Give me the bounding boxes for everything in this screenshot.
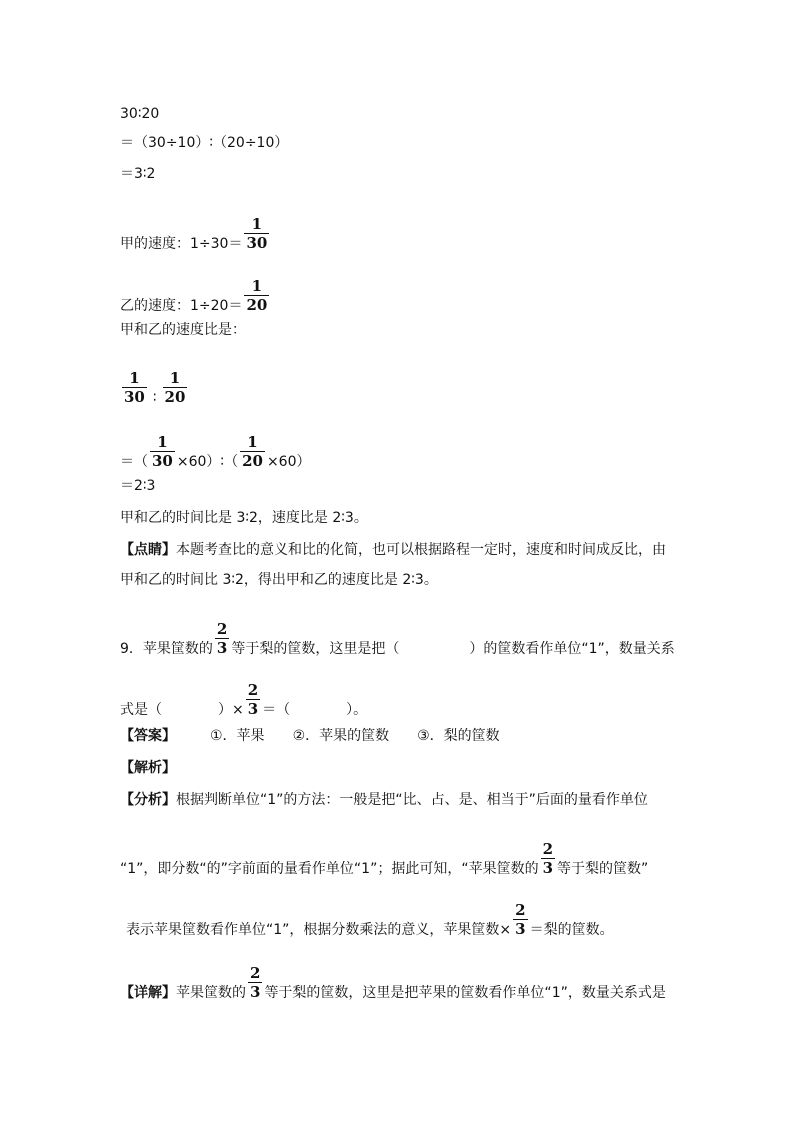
comment-tag: 【点睛】: [120, 542, 176, 558]
fraction: $\frac{1}{30}$: [152, 433, 173, 470]
fenxi-line-3: 表示苹果筐数看作单位“1”，根据分数乘法的意义，苹果筐数× $\frac{2}{3}$ ＝梨的筐数。: [126, 901, 614, 938]
fraction: $\frac{2}{3}$: [542, 840, 554, 877]
fraction: $\frac{1}{30}$: [246, 215, 268, 252]
ratio-intro: 甲和乙的速度比是：: [120, 322, 246, 338]
fraction: $\frac{2}{3}$: [515, 901, 526, 938]
multiply-line: ＝（ $\frac{1}{30}$ ×60）∶（ $\frac{1}{20}$ ×60）: [120, 433, 311, 470]
comment-line-2: 甲和乙的时间比 3∶2，得出甲和乙的速度比是 2∶3。: [120, 572, 438, 588]
answer-item: ②．苹果的筐数: [292, 728, 390, 744]
fraction: $\frac{1}{20}$: [246, 277, 268, 314]
yi-speed-line: 乙的速度：1÷20＝ $\frac{1}{20}$: [120, 277, 268, 314]
answer-tag: 【答案】: [120, 728, 176, 744]
calc-line-3: ＝3∶2: [120, 166, 156, 182]
calc-line-2: ＝（30÷10）∶（20÷10）: [120, 135, 289, 151]
result-line: ＝2∶3: [120, 478, 156, 494]
calc-line-1: 30∶20: [120, 106, 160, 122]
fraction: $\frac{2}{3}$: [247, 681, 259, 718]
answer-item: ③．梨的筐数: [417, 728, 500, 744]
xiangjie-line: 【详解】苹果筐数的 $\frac{2}{3}$ 等于梨的筐数，这里是把苹果的筐数看作单位“1”，数量关系式是: [120, 964, 666, 1001]
question-9-line-2: 式是（ ）× $\frac{2}{3}$ ＝（ ）。: [120, 681, 368, 718]
analysis-tag: 【解析】: [120, 760, 176, 776]
conclusion-line: 甲和乙的时间比是 3∶2，速度比是 2∶3。: [120, 510, 368, 526]
fraction: $\frac{2}{3}$: [216, 620, 228, 657]
fenxi-line-2: “1”，即分数“的”字前面的量看作单位“1”；据此可知，“苹果筐数的 $\frac{2}{3}$ 等于梨的筐数”: [120, 840, 649, 877]
fenxi-line-1: 【分析】根据判断单位“1”的方法：一般是把“比、占、是、相当于”后面的量看作单位: [120, 792, 648, 808]
question-9-line-1: 9．苹果筐数的 $\frac{2}{3}$ 等于梨的筐数，这里是把（ ）的筐数看作单位“1”，数量关系: [120, 620, 675, 657]
answer-item: ①．苹果: [210, 728, 265, 744]
fenxi-tag: 【分析】: [120, 792, 176, 808]
jia-speed-line: 甲的速度：1÷30＝ $\frac{1}{30}$: [120, 215, 268, 252]
fraction: $\frac{1}{30}$: [124, 369, 145, 406]
ratio-fractions-line: $\frac{1}{30}$ ∶ $\frac{1}{20}$: [124, 369, 186, 406]
answer-line: [120, 726, 500, 746]
xiangjie-tag: 【详解】: [120, 985, 176, 1001]
fraction: $\frac{1}{20}$: [242, 433, 263, 470]
fraction: $\frac{2}{3}$: [250, 964, 261, 1001]
comment-line-1: 【点睛】本题考查比的意义和比的化简，也可以根据路程一定时，速度和时间成反比，由: [120, 542, 666, 558]
fraction: $\frac{1}{20}$: [164, 369, 186, 406]
